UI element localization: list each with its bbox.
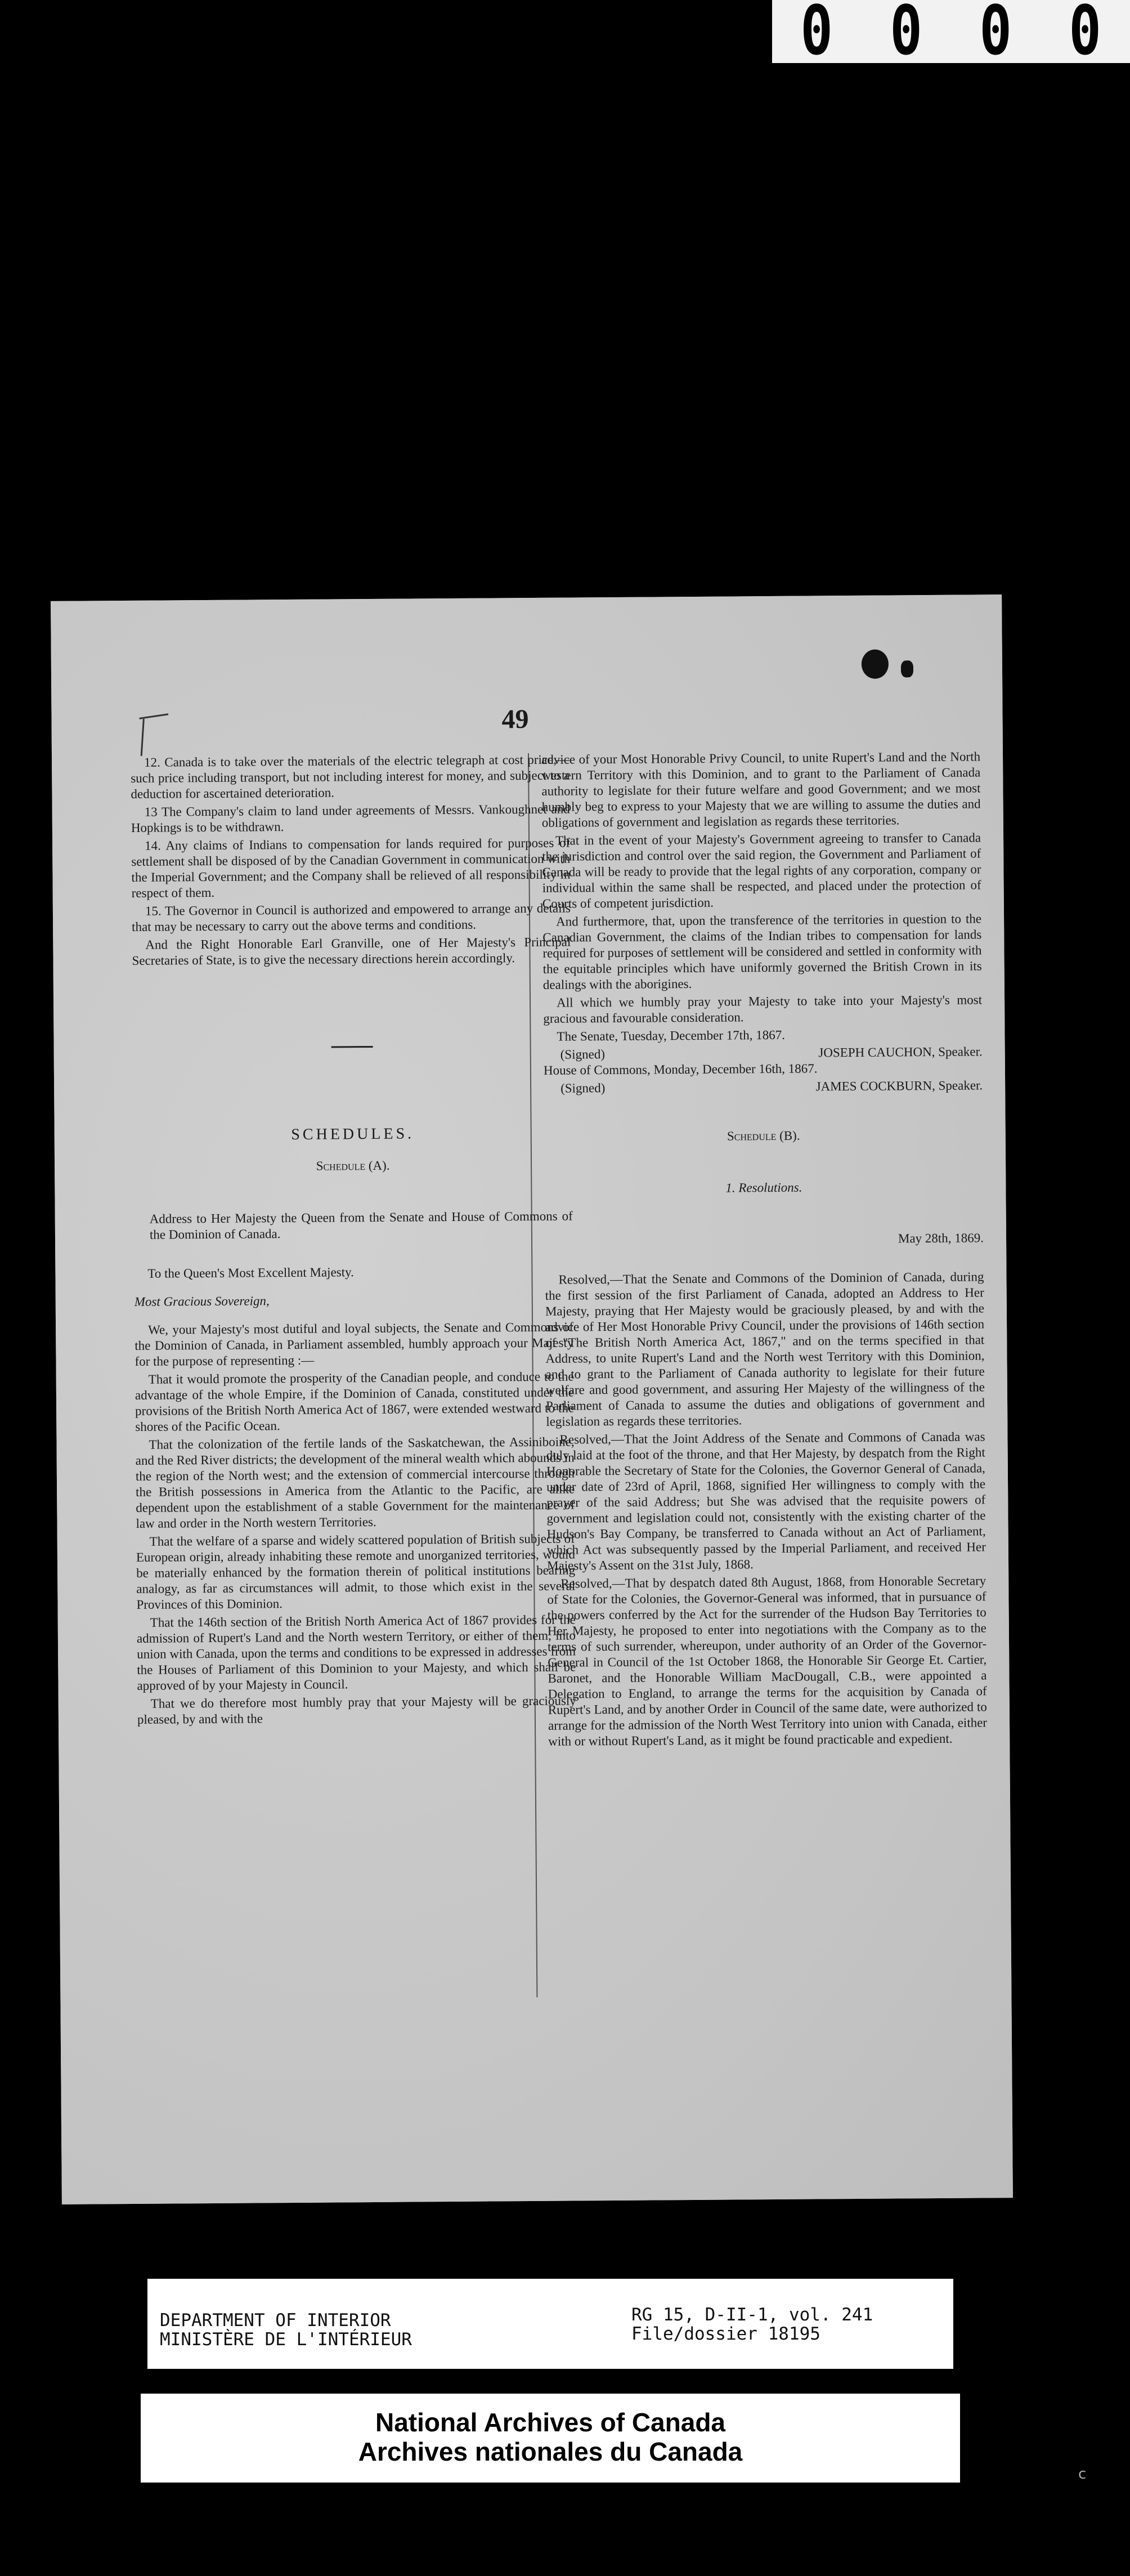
senate-speaker: JOSEPH CAUCHON, Speaker. xyxy=(818,1044,983,1060)
address-heading: Address to Her Majesty the Queen from the Senate and House of Commons of the Dominion of Canada. xyxy=(149,1209,573,1242)
para-colonization: That the colonization of the fertile lands of the Saskatchewan, the Assiniboine, and the Red River districts; the development of the mineral wealth which abounds in the region of the North west; and the extension of commercial intercourse through the British possessions in America from the Atlantic to the Pacific, are alike dependent upon the establishment of a stable Government for the maintenance of law and order in the North western Territories. xyxy=(135,1434,575,1531)
archives-banner xyxy=(141,2394,960,2483)
para-continue: advice of your Most Honorable Privy Council, to unite Rupert's Land and the North western Territory with this Dominion, and to grant to the Parliament of Canada authority to legislate for their future welfare and good Government; and we most humbly beg to express to your Majesty that we are willing to assume the duties and obligations of government and legislation as regards these territories. xyxy=(541,749,981,830)
para-event: That in the event of your Majesty's Government agreeing to transfer to Canada the jurisdiction and control over the said region, the Government and Parliament of Canada will be ready to provide that the legal rights of any corporation, company or individual within the same shall be respected, and placed under the protection of Courts of competent jurisdiction. xyxy=(542,830,981,911)
closing-paragraph: And the Right Honorable Earl Granville, one of Her Majesty's Principal Secretaries of State, is to give the necessary directions herein accordingly. xyxy=(132,934,571,968)
counter-digit: 0 xyxy=(890,0,923,70)
schedules-title: SCHEDULES. xyxy=(291,1125,415,1143)
counter-digit: 0 xyxy=(979,0,1012,70)
para-that-it: That it would promote the prosperity of the Canadian people, and conduce to the advantage of the whole Empire, if the Dominion of Canada, constituted under the provisions of the British North America Act of 1867, were extended westward to the shores of the Pacific Ocean. xyxy=(134,1369,575,1434)
record-group-reference: RG 15, D-II-1, vol. 241 xyxy=(631,2305,873,2325)
resolved-2: Resolved,—That the Joint Address of the Senate and Commons of Canada was duly laid at the foot of the throne, and that Her Majesty, by despatch from the Right Honorable the Secretary of State for the Colonies, the Governor General of Canada, under date of 23rd of April, 1868, signified Her willingness to comply with the prayer of the said Address; but She was advised that the requisite powers of government and legislation could not, consistently with the existing charter of the Hudson's Bay Company, be transferred to Canada without an Act of Parliament, which Act was subsequently passed by the Imperial Parliament, and received Her Majesty's Assent on the 31st July, 1868. xyxy=(546,1429,986,1573)
scanned-page xyxy=(51,594,1013,2204)
left-column xyxy=(131,752,576,1730)
senate-signature xyxy=(544,1044,983,1062)
senate-signed: (Signed) xyxy=(560,1047,606,1062)
clause-12: 12. Canada is to take over the materials of the electric telegraph at cost price,—such price including transport, but not including interest for money, and subject to a deduction for ascertained deterioration. xyxy=(131,752,570,801)
department-french: MINISTÈRE DE L'INTÉRIEUR xyxy=(160,2329,412,2350)
commons-speaker: JAMES COCKBURN, Speaker. xyxy=(815,1078,983,1094)
clause-13: 13 The Company's claim to land under agreements of Messrs. Vankoughnet and Hopkings is to be withdrawn. xyxy=(131,802,570,835)
page-number: 49 xyxy=(501,704,529,735)
resolved-1: Resolved,—That the Senate and Commons of the Dominion of Canada, during the first session of the first Parliament of Canada, adopted an Address to Her Majesty, praying that Her Majesty would be graciously pleased, by and with the advice of Her Most Honorable Privy Council, under the provisions of 146th section of "The British North America Act, 1867," and on the terms specified in that Address, to unite Rupert's Land and the North west Territory with this Dominion, and to grant to the Parliament of Canada authority to legislate for their future welfare and good government, and assuring Her Majesty of the willingness of the Parliament of Canada to assume the duties and obligations of government and legislation as regards these territories. xyxy=(545,1269,985,1429)
commons-signature xyxy=(544,1077,983,1096)
commons-signed: (Signed) xyxy=(560,1081,606,1095)
ink-blot xyxy=(862,650,889,679)
commons-date: House of Commons, Monday, December 16th, 1867. xyxy=(543,1061,818,1077)
pencil-mark xyxy=(141,719,145,756)
right-column xyxy=(541,749,987,1751)
salutation: To the Queen's Most Excellent Majesty. xyxy=(147,1265,354,1281)
para-welfare: That the welfare of a sparse and widely scattered population of British subjects of European origin, already inhabiting these remote and unorganized territories, would be materially enhanced by the formation therein of political institutions bearing analogy, as far as circumstances will admit, to those which exist in the several Provinces of this Dominion. xyxy=(136,1531,576,1612)
archive-reference-label xyxy=(147,2279,953,2369)
para-furthermore: And furthermore, that, upon the transference of the territories in question to the Canadian Government, the claims of the Indian tribes to compensation for lands required for purposes of settlement will be considered and settled in conformity with the equitable principles which have uniformly governed the British Crown in its dealings with the aborigines. xyxy=(542,911,982,992)
clause-14: 14. Any claims of Indians to compensation for lands required for purposes of settlement shall be disposed of by the Canadian Government in communication with the Imperial Government; and the Company shall be relieved of all responsibility in respect of them. xyxy=(131,835,571,900)
ink-blot-small xyxy=(901,660,913,677)
section-divider xyxy=(331,1046,373,1048)
file-reference: File/dossier 18195 xyxy=(631,2324,820,2344)
para-all: All which we humbly pray your Majesty to take into your Majesty's most gracious and favourable consideration. xyxy=(543,992,983,1026)
senate-date: The Senate, Tuesday, December 17th, 1867. xyxy=(557,1027,785,1044)
schedule-b-heading: Schedule (B). xyxy=(727,1128,800,1143)
schedule-a-heading: Schedule (A). xyxy=(316,1158,390,1173)
counter-digit: 0 xyxy=(800,0,833,70)
department-english: DEPARTMENT OF INTERIOR xyxy=(160,2310,391,2331)
counter-digit: 0 xyxy=(1069,0,1102,70)
resolved-3: Resolved,—That by despatch dated 8th August, 1868, from Honorable Secretary of State for the Colonies, the Governor-General was informed, that in pursuance of the powers conferred by the Act for the surrender of the Hudson Bay Territories to Her Majesty, he proposed to enter into negotiations with the Company as to the terms of such surrender, whereupon, under authority of an Order of the Governor-General in Council of the 1st October 1868, the Honorable Sir George Et. Cartier, Baronet, and the Honorable William MacDougall, C.B., were appointed a Delegation to England, to arrange the terms for the acquisition by Canada of Rupert's Land, and by another Order in Council of the same date, were authorized to arrange for the admission of the North West Territory into union with Canada, either with or without Rupert's Land, as it might be found practicable and expedient. xyxy=(547,1573,988,1748)
frame-counter xyxy=(772,0,1130,70)
archives-name-french: Archives nationales du Canada xyxy=(358,2437,743,2466)
resolutions-heading: 1. Resolutions. xyxy=(725,1180,802,1195)
para-pray: That we do therefore most humbly pray that your Majesty will be graciously pleased, by and with the xyxy=(137,1693,576,1727)
clause-15: 15. The Governor in Council is authorized and empowered to arrange any details that may be necessary to carry out the above terms and conditions. xyxy=(132,901,571,934)
sovereign-greeting: Most Gracious Sovereign, xyxy=(134,1294,270,1309)
archives-name-english: National Archives of Canada xyxy=(375,2408,725,2437)
para-we: We, your Majesty's most dutiful and loyal subjects, the Senate and Commons of the Dominion of Canada, in Parliament assembled, humbly approach your Majesty for the purpose of representing :— xyxy=(134,1320,574,1368)
para-146: That the 146th section of the British North America Act of 1867 provides for the admission of Rupert's Land and the North western Territory, or either of them, into union with Canada, upon the terms and conditions to be expressed in addresses from the Houses of Parliament of this Dominion to your Majesty, and which shall be approved of by your Majesty in Council. xyxy=(136,1612,576,1693)
edge-mark: c xyxy=(1078,2466,1087,2483)
resolutions-date: May 28th, 1869. xyxy=(898,1231,984,1246)
